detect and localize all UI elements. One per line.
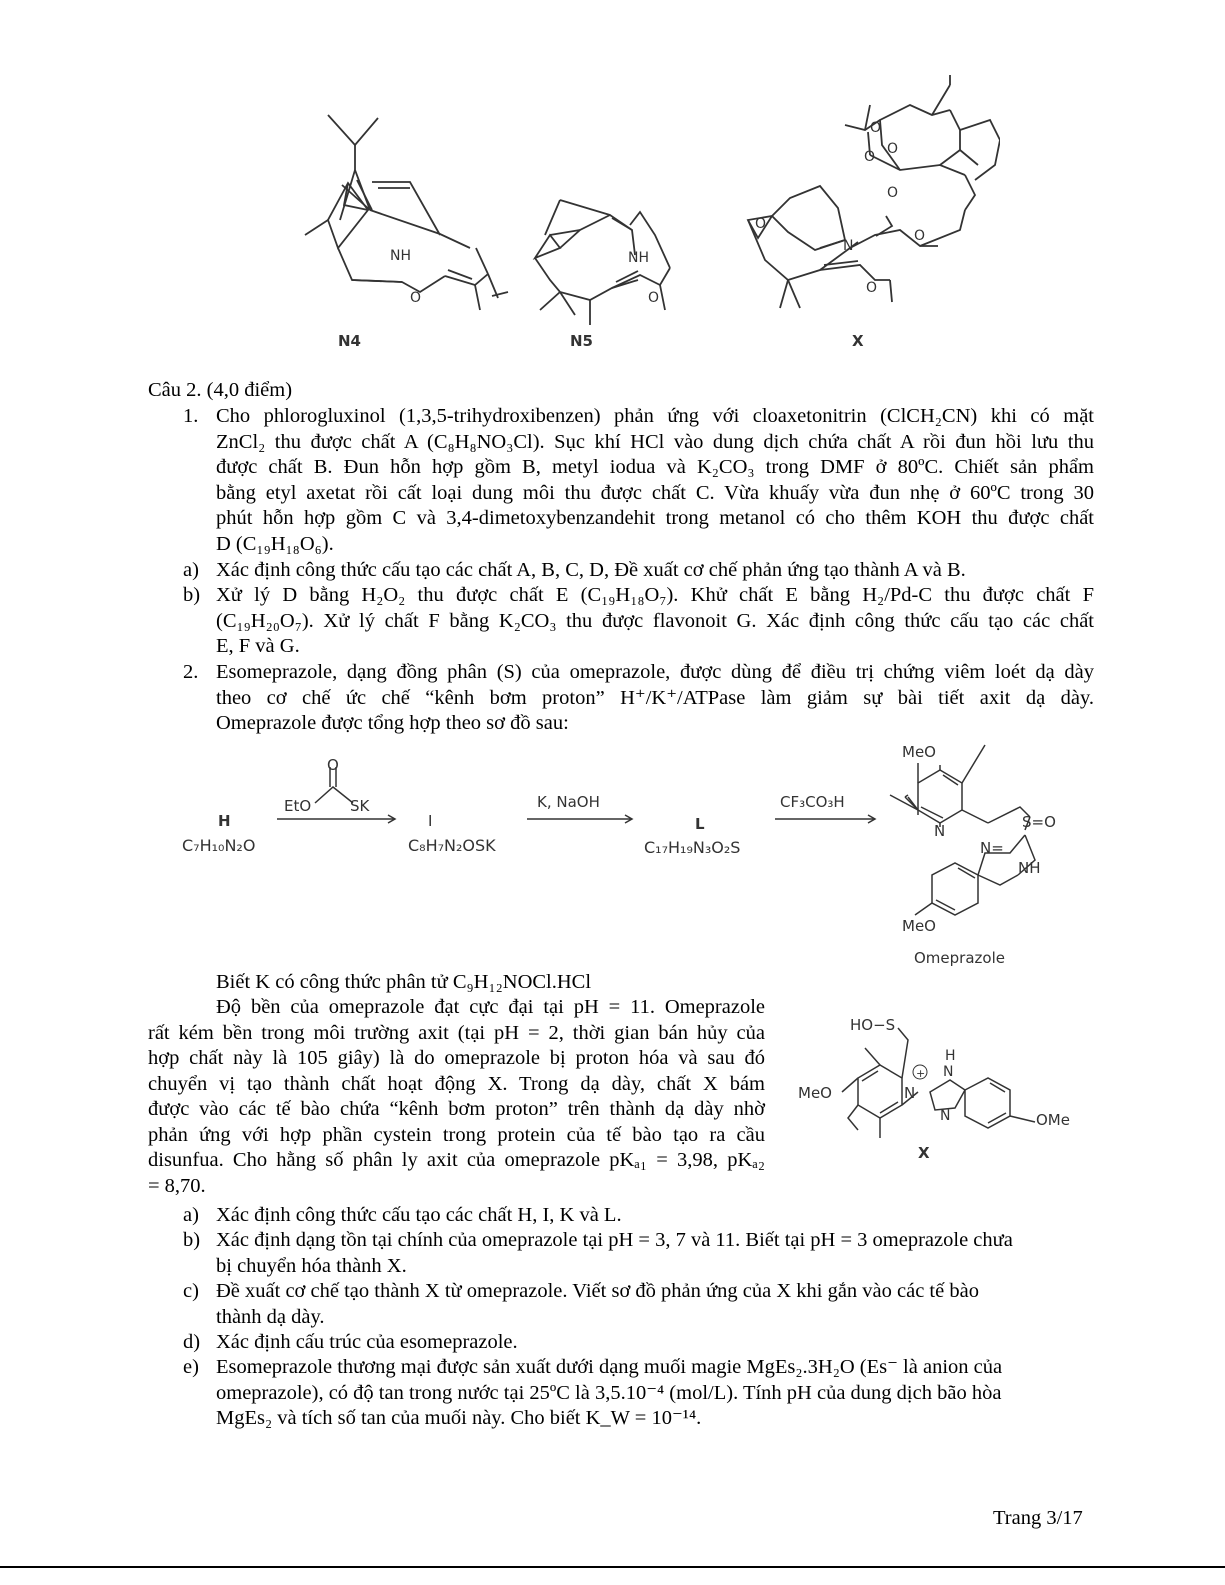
structure-n4	[305, 115, 508, 310]
x-o-label: O	[866, 280, 878, 296]
omeprazole-so: S=O	[1022, 813, 1056, 831]
subq-a-label: a)	[183, 1204, 199, 1226]
x-hos-label: HO−S	[850, 1016, 896, 1034]
subq-c-line: thành dạ dày.	[216, 1305, 325, 1328]
omeprazole-skeleton	[890, 745, 1035, 915]
label-n4: N4	[338, 332, 361, 350]
part1b-line: (C₁₉H₂₀O₇). Xử lý chất F bằng K₂CO₃ thu được flavonoit G. Xác định công thức cấu tạo các chất	[216, 609, 1094, 632]
synthesis-scheme	[170, 735, 1090, 975]
subq-b-text	[216, 1228, 1094, 1279]
x-ring-o4-label: O	[870, 120, 882, 136]
structure-x	[748, 75, 1000, 308]
reagent1-sk: SK	[350, 797, 370, 815]
x-ome-label: OMe	[1036, 1111, 1070, 1129]
stability-line: hợp chất này là 105 giây) là do omeprazole bị proton hóa và sau đó	[148, 1047, 765, 1069]
structure-x-active	[790, 1010, 1090, 1170]
part2-number: 2.	[183, 661, 199, 683]
x-meo-label: MeO	[798, 1084, 832, 1102]
subq-e-line: MgEs₂ và tích số tan của muối này. Cho biết K_W = 10⁻¹⁴.	[216, 1407, 702, 1429]
subq-d-label: d)	[183, 1331, 201, 1353]
stability-line: phản ứng với hợp phần cystein trong protein của tế bào tạo ra cầu	[148, 1123, 765, 1146]
subq-b-line: Xác định dạng tồn tại chính của omeprazole tại pH = 3, 7 và 11. Biết tại pH = 3 omeprazole chưa	[216, 1229, 1013, 1251]
omeprazole-meo-top: MeO	[902, 743, 936, 761]
subq-e-text	[216, 1355, 1094, 1432]
part1-line: D (C₁₉H₁₈O₆).	[216, 532, 334, 555]
x-nplus-label: N	[904, 1084, 916, 1102]
subq-a-text: Xác định công thức cấu tạo các chất H, I, K và L.	[216, 1204, 622, 1226]
subq-e-line: Esomeprazole thương mại được sản xuất dưới dạng muối magie MgEs₂.3H₂O (Es⁻ là anion của	[216, 1356, 1003, 1378]
reagent1-eto: EtO	[284, 797, 312, 815]
subq-e-label: e)	[183, 1356, 199, 1378]
stability-line: được vào các tế bào chứa “kênh bơm proton” trên thành dạ dày nhờ	[148, 1098, 765, 1120]
part1a-text: Xác định công thức cấu tạo các chất A, B, C, D, Đề xuất cơ chế phản ứng tạo thành A và B.	[216, 559, 966, 581]
x-ring-o3-label: O	[887, 141, 899, 157]
part1-line: được chất B. Đun hỗn hợp gồm B, metyl iodua và K₂CO₃ trong DMF ở 80ºC. Chiết sản phẩm	[216, 456, 1094, 478]
part1b-label: b)	[183, 584, 201, 606]
part1a-label: a)	[183, 559, 199, 581]
n5-nh-label: NH	[628, 250, 649, 266]
n5-o-label: O	[648, 290, 660, 306]
part2-line: Esomeprazole, dạng đồng phân (S) của omeprazole, được dùng để điều trị chứng viêm loét dạ dày	[216, 661, 1094, 683]
part1-line: phút hỗn hợp gồm C và 3,4-dimetoxybenzandehit trong metanol có cho thêm KOH thu được chất	[216, 507, 1094, 529]
x-epoxide-o-label: O	[755, 216, 767, 232]
omeprazole-meo-bottom: MeO	[902, 917, 936, 935]
subq-b-line: bị chuyển hóa thành X.	[216, 1254, 407, 1277]
x-n-label: N	[843, 238, 854, 254]
reagent2: K, NaOH	[537, 793, 600, 811]
part1b-body	[216, 583, 1094, 660]
part1-body	[216, 404, 1094, 557]
structure-n5	[535, 200, 670, 325]
stability-line: = 8,70.	[148, 1174, 206, 1197]
compound-l-formula: C₁₇H₁₉N₃O₂S	[644, 838, 741, 857]
stability-line: rất kém bền trong môi trường axit (tại pH = 2, thời gian bán hủy của	[148, 1021, 765, 1044]
reagent3: CF₃CO₃H	[780, 793, 845, 811]
part1-line: ZnCl₂ thu được chất A (C₈H₈NO₃Cl). Sục khí HCl vào dung dịch chứa chất A rồi đun hồi lưu thu	[216, 430, 1094, 453]
x-h-label: H	[945, 1048, 956, 1064]
omeprazole-label: Omeprazole	[914, 949, 1005, 967]
n4-o-label: O	[410, 290, 422, 306]
compound-h-formula: C₇H₁₀N₂O	[182, 836, 256, 855]
x-ring-o2-label: O	[864, 149, 876, 165]
x-ring-o1-label: O	[887, 185, 899, 201]
k-formula-line: Biết K có công thức phân tử C₉H₁₂NOCl.HCl	[216, 971, 592, 993]
part2-line: Omeprazole được tổng hợp theo sơ đồ sau:	[216, 712, 569, 734]
label-n5: N5	[570, 332, 593, 350]
part2-body	[216, 660, 1094, 737]
subq-d-text: Xác định cấu trúc của esomeprazole.	[216, 1331, 518, 1353]
part1-line: Cho phlorogluxinol (1,3,5-trihydroxibenzen) phản ứng với cloaxetonitrin (ClCH₂CN) khi có mặt	[216, 405, 1094, 427]
subq-c-text	[216, 1279, 1094, 1330]
x-structure-label: X	[918, 1144, 930, 1162]
positive-charge: +	[916, 1067, 926, 1080]
compound-i: I	[428, 812, 433, 830]
stability-paragraph	[148, 995, 765, 1199]
part1-number: 1.	[183, 405, 199, 427]
subq-c-line: Đề xuất cơ chế tạo thành X từ omeprazole. Viết sơ đồ phản ứng của X khi gắn vào các tế bào	[216, 1280, 979, 1302]
stability-line: chuyển vị tạo thành chất hoạt động X. Trong dạ dày, chất X bám	[148, 1072, 765, 1095]
reagent1-o: O	[327, 756, 339, 774]
part2-line: theo cơ chế ức chế “kênh bơm proton” H⁺/K⁺/ATPase làm giảm sự bài tiết axit dạ dày.	[216, 686, 1094, 709]
subq-b-label: b)	[183, 1229, 201, 1251]
part1b-line: E, F và G.	[216, 635, 300, 657]
stability-line: Độ bền của omeprazole đạt cực đại tại pH = 11. Omeprazole	[216, 996, 765, 1018]
stability-line: disunfua. Cho hằng số phân ly axit của omeprazole pKₐ₁ = 3,98, pKₐ₂	[148, 1149, 765, 1171]
reagent1-skeleton	[315, 787, 353, 803]
x-nh-label: N	[943, 1064, 954, 1080]
x-n-label: N	[940, 1108, 951, 1124]
question-heading: Câu 2. (4,0 điểm)	[148, 379, 293, 401]
page-number: Trang 3/17	[993, 1507, 1083, 1529]
top-structures-figure	[260, 70, 1000, 360]
part1b-line: Xử lý D bằng H₂O₂ thu được chất E (C₁₉H₁₈O₇). Khử chất E bằng H₂/Pd-C thu được chất F	[216, 584, 1094, 606]
omeprazole-nh: NH	[1018, 859, 1041, 877]
omeprazole-n: N	[934, 822, 946, 840]
page-bottom-rule	[0, 1566, 1225, 1568]
omeprazole-n-eq: N=	[980, 839, 1004, 857]
label-x: X	[852, 332, 864, 350]
compound-l: L	[695, 815, 705, 833]
part1-line: bằng etyl axetat rồi cất loại dung môi thu được chất C. Vừa khuấy vừa đun nhẹ ở 60ºC trong 30	[216, 481, 1094, 504]
n4-nh-label: NH	[390, 248, 411, 264]
subq-e-line: omeprazole), có độ tan trong nước tại 25ºC là 3,5.10⁻⁴ (mol/L). Tính pH của dung dịch bão hòa	[216, 1381, 1002, 1404]
compound-i-formula: C₈H₇N₂OSK	[408, 836, 496, 855]
compound-h: H	[218, 812, 231, 830]
subq-c-label: c)	[183, 1280, 199, 1302]
x-ether-o-label: O	[914, 228, 926, 244]
